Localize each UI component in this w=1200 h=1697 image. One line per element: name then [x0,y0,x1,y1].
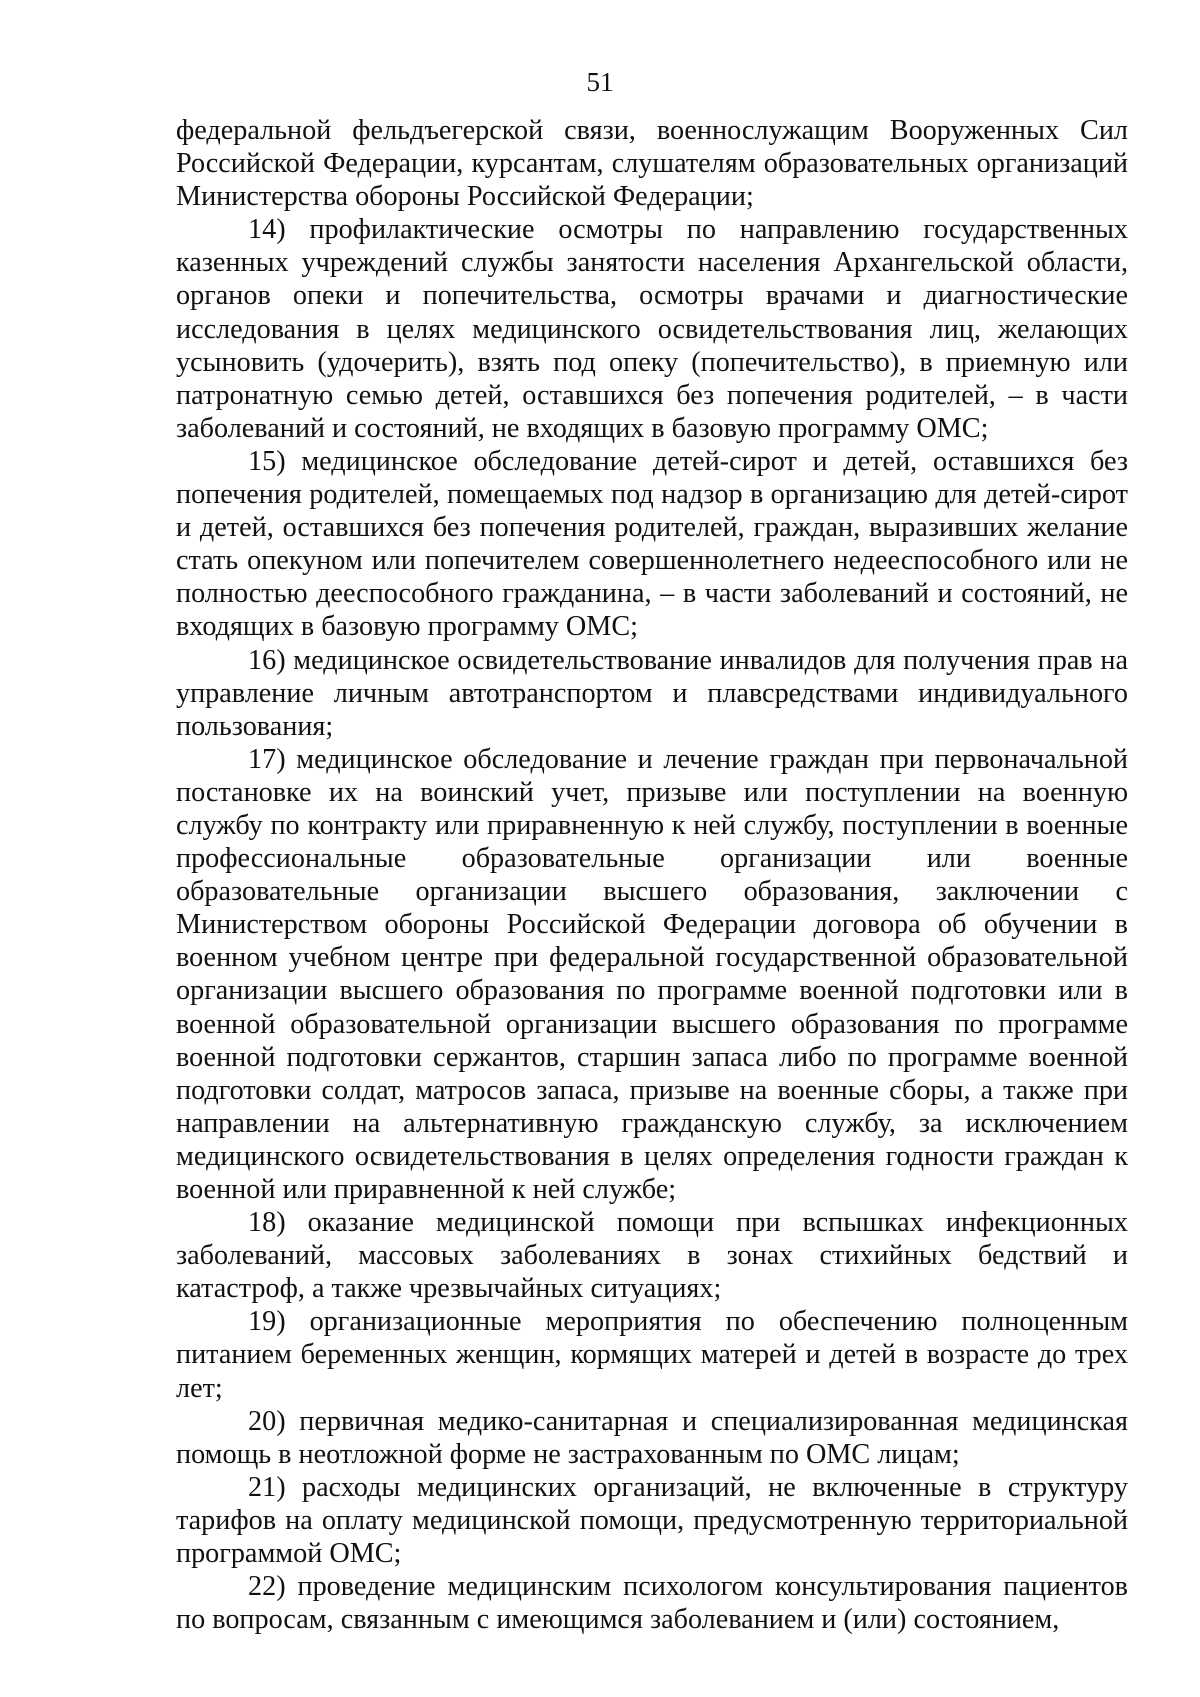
paragraph-item-16: 16) медицинское освидетельствование инвалидов для получения прав на управление личным автотранспортом и плавсредствами индивидуального пользования; [176,644,1128,742]
paragraph-item-17: 17) медицинское обследование и лечение граждан при первоначальной постановке их на воинский учет, призыве или поступлении на военную службу по контракту или приравненную к ней службу, поступлении в военные профессиональные образовательные организации или военные образовательные организации высшего образования, заключении с Министерством обороны Российской Федерации договора об обучении в военном учебном центре при федеральной государственной образовательной организации высшего образования по программе военной подготовки или в военной образовательной организации высшего образования по программе военной подготовки сержантов, старшин запаса либо по программе военной подготовки солдат, матросов запаса, призыве на военные сборы, а также при направлении на альтернативную гражданскую службу, за исключением медицинского освидетельствования в целях определения годности граждан к военной или приравненной к ней службе; [176,743,1128,1205]
paragraph-item-14: 14) профилактические осмотры по направлению государственных казенных учреждений службы занятости населения Архангельской области, органов опеки и попечительства, осмотры врачами и диагностические исследования в целях медицинского освидетельствования лиц, желающих усыновить (удочерить), взять под опеку (попечительство), в приемную или патронатную семью детей, оставшихся без попечения родителей, – в части заболеваний и состояний, не входящих в базовую программу ОМС; [176,214,1128,444]
paragraph-item-18: 18) оказание медицинской помощи при вспышках инфекционных заболеваний, массовых заболеваниях в зонах стихийных бедствий и катастроф, а также чрезвычайных ситуациях; [176,1207,1128,1305]
paragraph-item-22: 22) проведение медицинским психологом консультирования пациентов по вопросам, связанным с имеющимся заболеванием и (или) состоянием, [176,1571,1128,1636]
document-body [176,114,1128,1636]
paragraph-item-21: 21) расходы медицинских организаций, не включенные в структуру тарифов на оплату медицинской помощи, предусмотренную территориальной программой ОМС; [176,1471,1128,1570]
paragraph-continuation: федеральной фельдъегерской связи, военнослужащим Вооруженных Сил Российской Федерации, курсантам, слушателям образовательных организаций Министерства обороны Российской Федерации; [176,115,1128,213]
paragraph-item-20: 20) первичная медико-санитарная и специализированная медицинская помощь в неотложной форме не застрахованным по ОМС лицам; [176,1405,1128,1470]
paragraph-item-19: 19) организационные мероприятия по обеспечению полноценным питанием беременных женщин, кормящих матерей и детей в возрасте до трех лет; [176,1306,1128,1404]
page-number: 51 [586,67,614,97]
paragraph-item-15: 15) медицинское обследование детей-сирот и детей, оставшихся без попечения родителей, помещаемых под надзор в организацию для детей-сирот и детей, оставшихся без попечения родителей, граждан, выразивших желание стать опекуном или попечителем совершеннолетнего недееспособного или не полностью дееспособного гражданина, – в части заболеваний и состояний, не входящих в базовую программу ОМС; [176,445,1128,643]
